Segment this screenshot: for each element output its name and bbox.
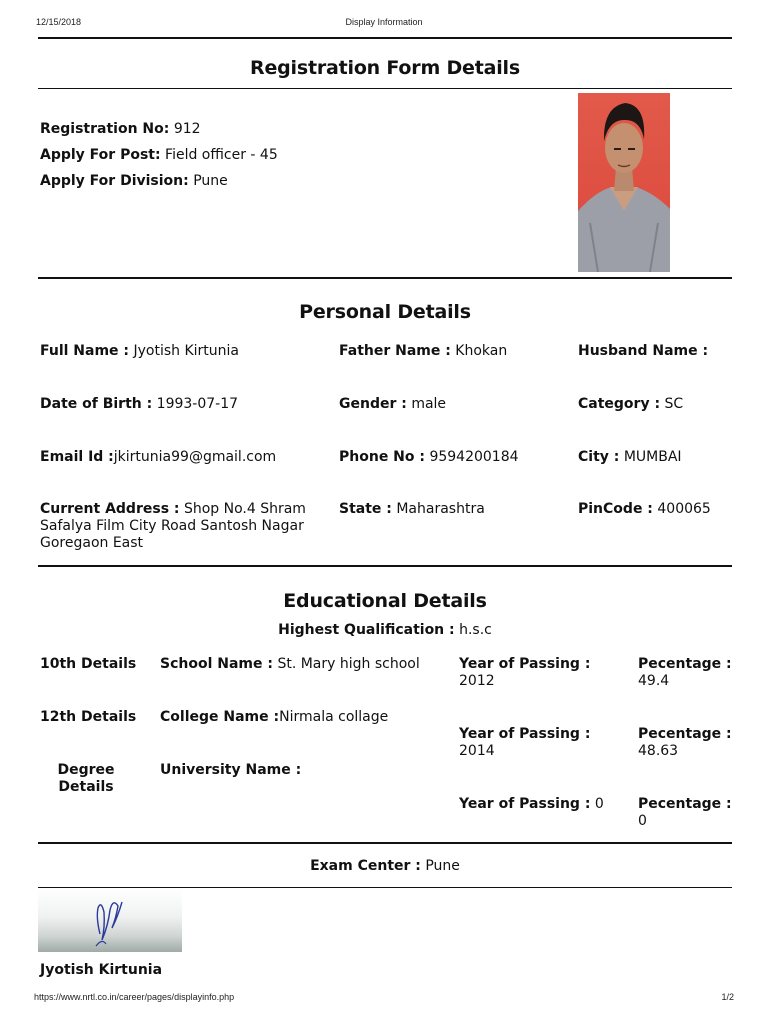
education-top-divider [38,565,732,567]
phone-field [339,449,519,466]
school-name-field [160,656,420,673]
tenth-details-heading: 10th Details [40,656,137,672]
date-of-birth-label: Date of Birth : [40,396,153,412]
twelfth-details-heading: 12th Details [40,709,137,725]
education-section-title: Educational Details [283,590,487,612]
state-label: State : [339,501,392,517]
exam-top-divider [38,842,732,844]
category-label: Category : [578,396,661,412]
college-name-value: Nirmala collage [279,709,389,725]
twelfth-year-value: 2014 [459,743,495,759]
tenth-percentage-label: Pecentage : [638,656,732,672]
print-date: 12/15/2018 [36,17,82,27]
twelfth-percentage-label: Pecentage : [638,726,732,742]
degree-details-heading-line1: Degree [57,762,115,778]
top-divider [38,37,732,39]
highest-qualification-field [38,622,732,639]
husband-name-field [578,343,708,360]
pincode-field [578,501,711,518]
apply-division-field [40,173,228,190]
tenth-percentage-field [638,656,733,690]
tenth-percentage-value: 49.4 [638,673,670,689]
personal-section-title: Personal Details [299,301,471,323]
pincode-value: 400065 [657,501,711,517]
signature-name-text: Jyotish Kirtunia [40,962,163,978]
full-name-value: Jyotish Kirtunia [133,343,239,359]
apply-post-field [40,147,278,164]
degree-percentage-value: 0 [638,813,647,829]
tenth-year-value: 2012 [459,673,495,689]
gender-label: Gender : [339,396,407,412]
full-name-field [40,343,239,360]
phone-value: 9594200184 [429,449,519,465]
print-page-number: 1/2 [721,992,734,1002]
email-value: jkirtunia99@gmail.com [113,449,277,465]
print-header [36,17,732,29]
applicant-photo [578,93,670,272]
exam-center-field [38,858,732,875]
degree-year-field [459,796,609,813]
signature-name [40,962,162,979]
twelfth-percentage-field [638,726,733,760]
city-label: City : [578,449,620,465]
registration-number-field [40,121,201,138]
full-name-label: Full Name : [40,343,130,359]
registration-divider [38,88,732,89]
school-name-label: School Name : [160,656,273,672]
university-name-field [160,762,301,779]
date-of-birth-value: 1993-07-17 [156,396,239,412]
father-name-field [339,343,507,360]
apply-division-value: Pune [193,173,228,189]
college-name-label: College Name : [160,709,280,725]
print-url[interactable]: https://www.nrtl.co.in/career/pages/displayinfo.php [34,992,235,1002]
school-name-value: St. Mary high school [277,656,420,672]
current-address-field [40,501,320,552]
phone-label: Phone No : [339,449,425,465]
signature-image [38,888,182,952]
highest-qualification-label: Highest Qualification : [278,622,455,638]
category-value: SC [664,396,684,412]
city-value: MUMBAI [623,449,682,465]
father-name-value: Khokan [455,343,508,359]
exam-center-value: Pune [425,858,460,874]
email-field [40,449,276,466]
apply-post-value: Field officer - 45 [165,147,278,163]
city-field [578,449,682,466]
exam-center-label: Exam Center : [310,858,421,874]
tenth-year-field [459,656,609,690]
father-name-label: Father Name : [339,343,451,359]
degree-year-value: 0 [594,796,604,812]
degree-percentage-field [638,796,733,830]
apply-division-label: Apply For Division: [40,173,189,189]
university-name-label: University Name : [160,762,302,778]
pincode-label: PinCode : [578,501,653,517]
apply-post-label: Apply For Post: [40,147,161,163]
degree-percentage-label: Pecentage : [638,796,732,812]
date-of-birth-field [40,396,238,413]
current-address-value: Shop No.4 Shram Safalya Film City Road Santosh Nagar Goregaon East [40,501,306,551]
current-address-label: Current Address : [40,501,180,517]
state-field [339,501,485,518]
print-footer [34,992,734,1004]
applicant-photo-image [578,93,670,272]
husband-name-label: Husband Name : [578,343,709,359]
twelfth-year-label: Year of Passing : [459,726,591,742]
signature-scribble [38,888,182,952]
registration-number-label: Registration No: [40,121,170,137]
degree-year-label: Year of Passing : [459,796,591,812]
print-title: Display Information [345,17,423,27]
personal-top-divider [38,277,732,279]
degree-details-label [40,762,132,796]
email-label: Email Id : [40,449,114,465]
tenth-year-label: Year of Passing : [459,656,591,672]
registration-number-value: 912 [173,121,201,137]
tenth-details-label [40,656,136,673]
gender-field [339,396,446,413]
college-name-field [160,709,388,726]
category-field [578,396,683,413]
twelfth-year-field [459,726,609,760]
twelfth-percentage-value: 48.63 [638,743,679,759]
state-value: Maharashtra [396,501,485,517]
gender-value: male [411,396,447,412]
twelfth-details-label [40,709,136,726]
highest-qualification-value: h.s.c [459,622,492,638]
registration-section-title: Registration Form Details [250,57,520,79]
degree-details-heading-line2: Details [58,779,114,795]
